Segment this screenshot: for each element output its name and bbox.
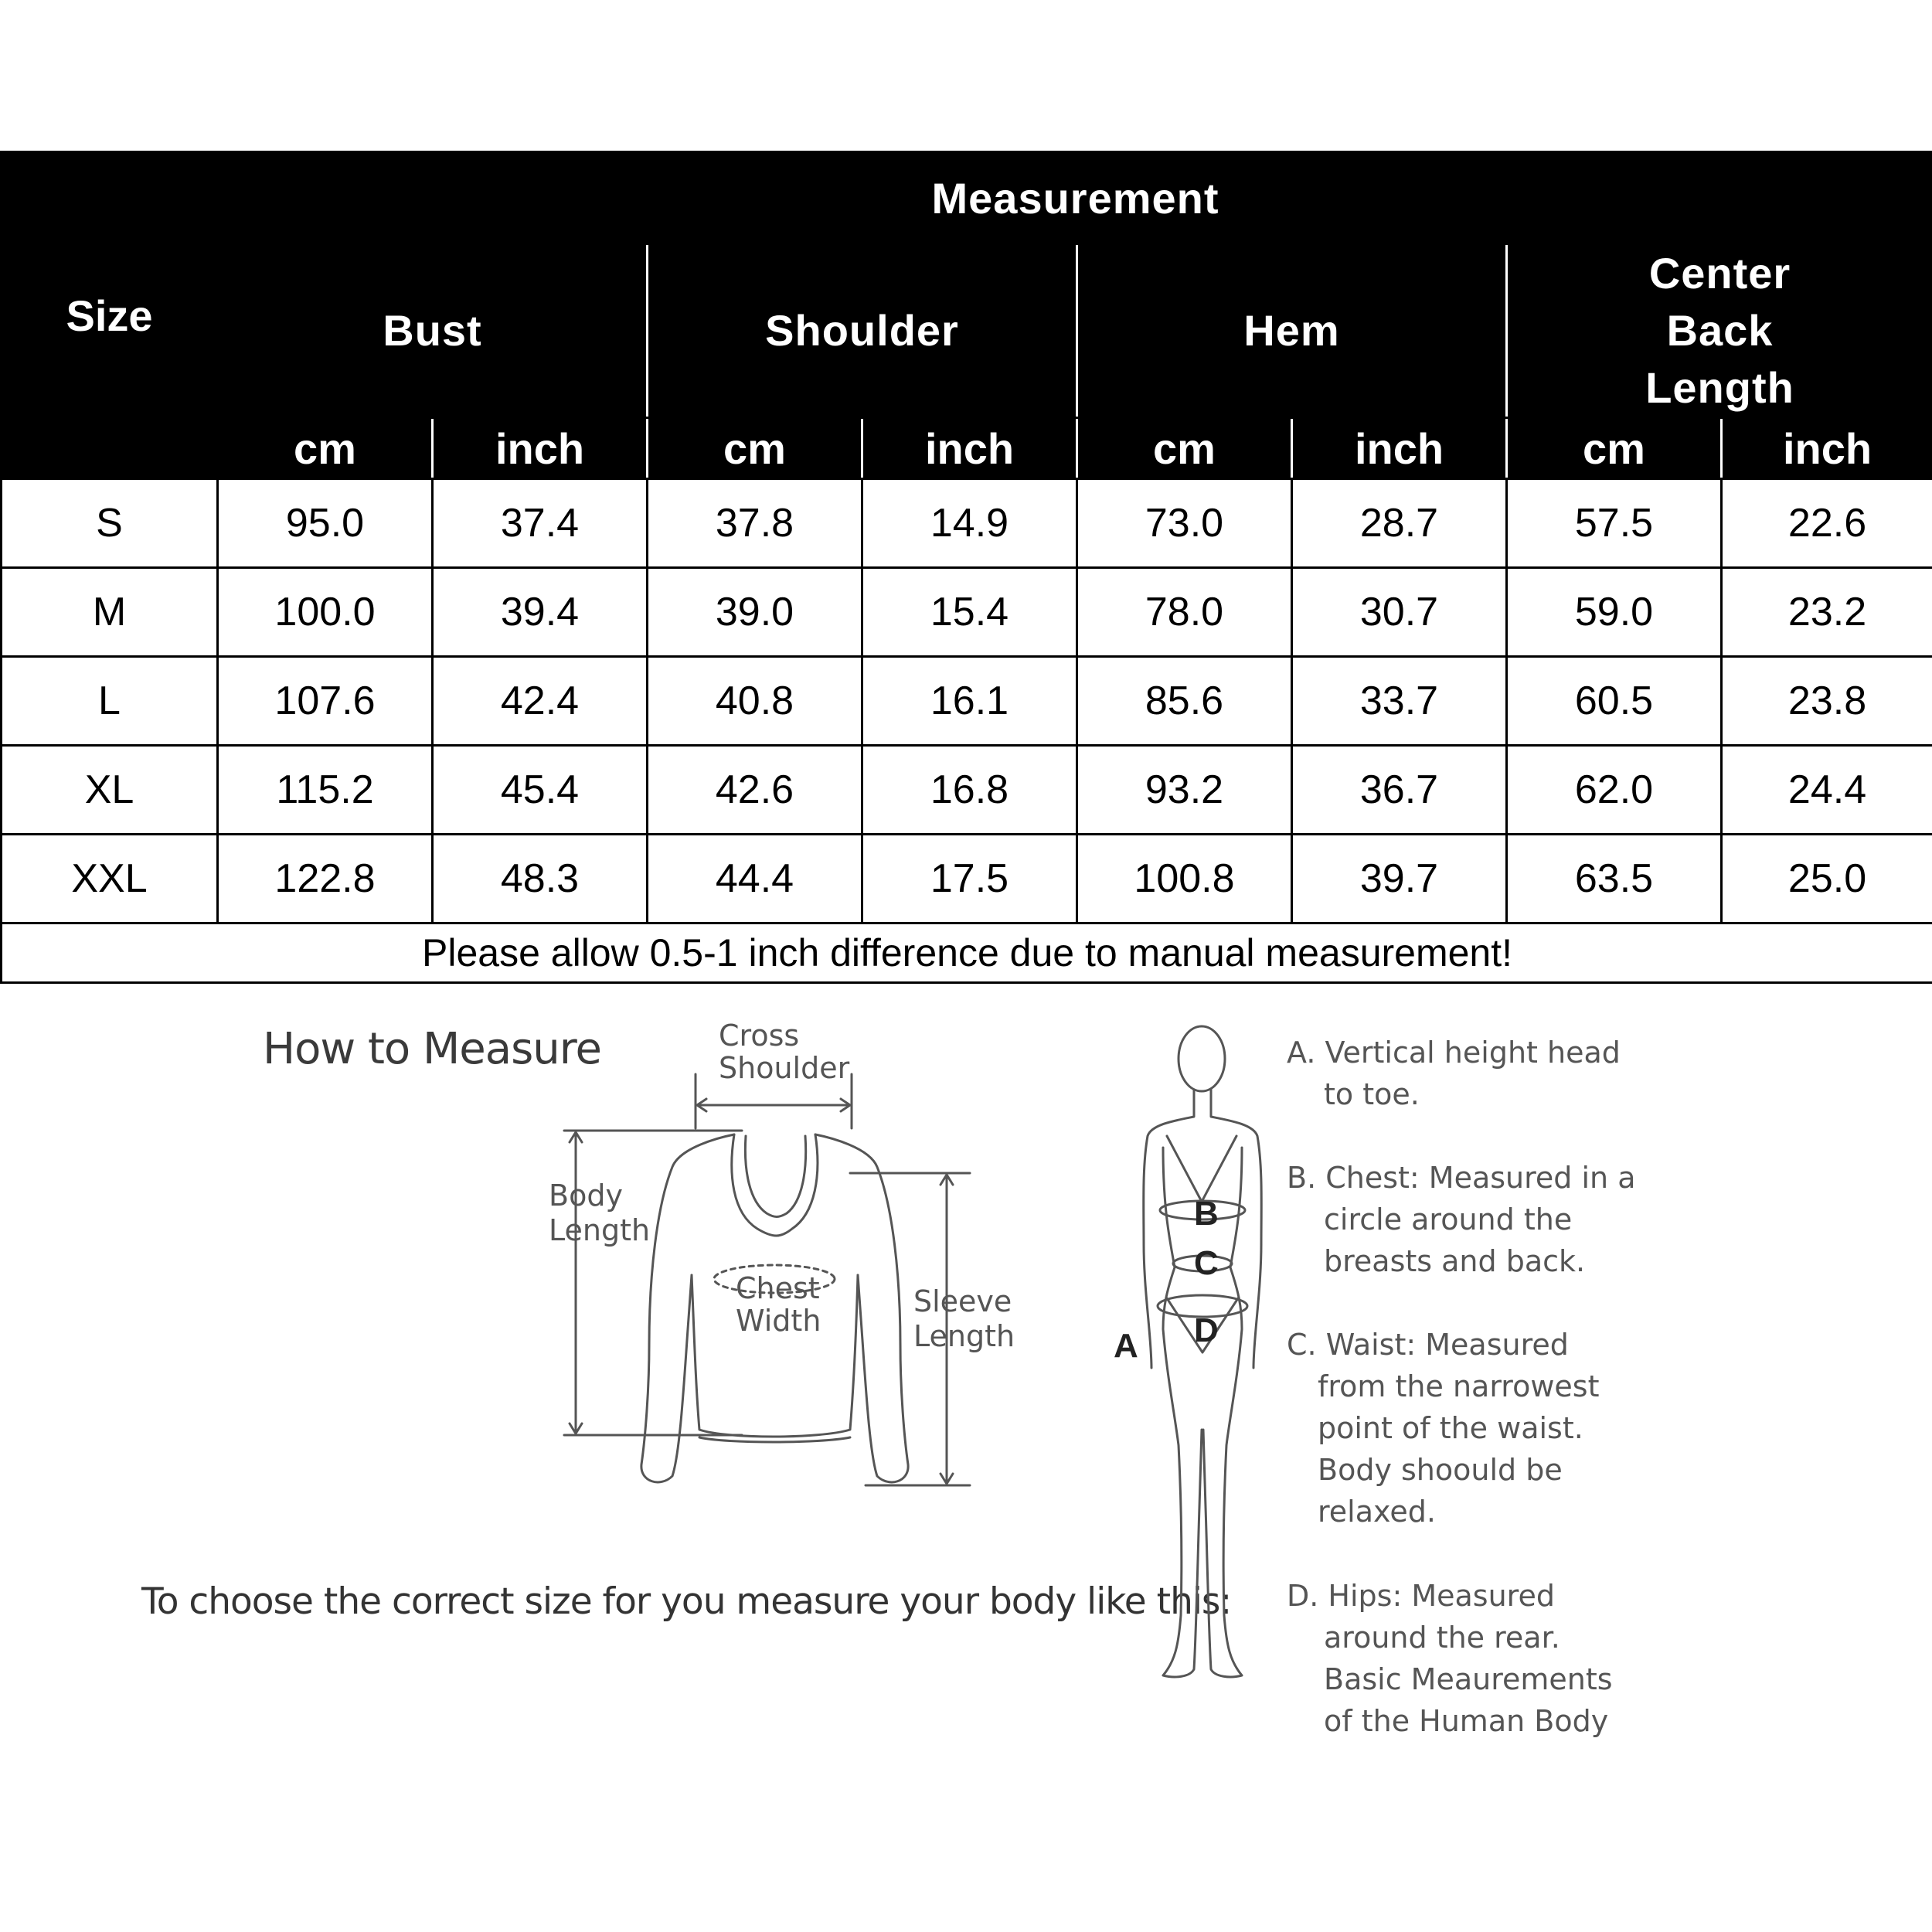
unit-header: inch [862,418,1077,479]
value-cell: 107.6 [218,657,433,746]
value-cell: 100.0 [218,568,433,657]
instruction-d [1287,1575,1613,1742]
size-header: Size [2,152,218,479]
value-cell: 37.8 [648,479,862,568]
value-cell: 73.0 [1077,479,1292,568]
value-cell: 48.3 [433,835,648,923]
table-row [2,746,1932,835]
body-letter-a: A [1114,1327,1138,1365]
measurement-note: Please allow 0.5-1 inch difference due to manual measurement! [2,923,1932,983]
sleeve-length-label-line2: Length [913,1319,1015,1353]
value-cell: 39.0 [648,568,862,657]
body-length-label-line1: Body [549,1179,623,1213]
value-cell: 28.7 [1292,479,1507,568]
value-cell: 85.6 [1077,657,1292,746]
bust-header: Bust [218,244,648,418]
instruction-line: Body shoould be [1318,1453,1563,1487]
value-cell: 115.2 [218,746,433,835]
instruction-line: of the Human Body [1324,1704,1609,1738]
instruction-line: relaxed. [1318,1495,1436,1529]
value-cell: 59.0 [1507,568,1722,657]
body-figure-diagram [1121,1012,1291,1708]
value-cell: 39.7 [1292,835,1507,923]
value-cell: 93.2 [1077,746,1292,835]
body-letter-c: C [1194,1244,1219,1282]
instruction-a [1287,1032,1621,1115]
shoulder-header: Shoulder [648,244,1077,418]
value-cell: 25.0 [1722,835,1932,923]
size-chart-table [0,151,1932,984]
value-cell: 37.4 [433,479,648,568]
cross-shoulder-label-line1: Cross [719,1019,800,1053]
size-cell: M [2,568,218,657]
value-cell: 23.8 [1722,657,1932,746]
unit-header: cm [648,418,862,479]
value-cell: 36.7 [1292,746,1507,835]
value-cell: 42.6 [648,746,862,835]
instruction-line: C. Waist: Measured [1287,1328,1569,1362]
instruction-line: circle around the [1324,1202,1573,1236]
value-cell: 62.0 [1507,746,1722,835]
value-cell: 122.8 [218,835,433,923]
cross-shoulder-label-line2: Shoulder [719,1051,850,1085]
value-cell: 60.5 [1507,657,1722,746]
table-row [2,657,1932,746]
sweater-diagram [526,1020,1020,1499]
size-cell: XXL [2,835,218,923]
table-row [2,568,1932,657]
chest-width-label-line1: Chest [736,1271,820,1305]
instruction-line: to toe. [1324,1077,1420,1111]
value-cell: 100.8 [1077,835,1292,923]
unit-header: cm [218,418,433,479]
unit-header: inch [1292,418,1507,479]
value-cell: 23.2 [1722,568,1932,657]
chest-width-label-line2: Width [736,1304,821,1338]
instruction-line: point of the waist. [1318,1411,1583,1445]
table-row [2,835,1932,923]
instruction-line: from the narrowest [1318,1369,1600,1403]
value-cell: 22.6 [1722,479,1932,568]
value-cell: 14.9 [862,479,1077,568]
value-cell: 57.5 [1507,479,1722,568]
instruction-b [1287,1157,1636,1282]
value-cell: 16.1 [862,657,1077,746]
instruction-line: breasts and back. [1324,1244,1586,1278]
hem-header: Hem [1077,244,1507,418]
instruction-line: A. Vertical height head [1287,1036,1621,1070]
value-cell: 42.4 [433,657,648,746]
choose-size-text: To choose the correct size for you measure your body like this: [141,1580,1232,1623]
instruction-line: B. Chest: Measured in a [1287,1161,1636,1195]
value-cell: 39.4 [433,568,648,657]
how-to-measure-title: How to Measure [263,1024,601,1074]
unit-header: cm [1507,418,1722,479]
measurement-header: Measurement [218,152,1932,244]
table-row [2,479,1932,568]
value-cell: 16.8 [862,746,1077,835]
value-cell: 33.7 [1292,657,1507,746]
center-back-length-header [1507,244,1932,418]
sleeve-length-label-line1: Sleeve [913,1284,1012,1318]
value-cell: 15.4 [862,568,1077,657]
instruction-line: around the rear. [1324,1621,1560,1655]
body-letter-b: B [1194,1195,1219,1233]
instruction-c [1287,1324,1599,1532]
value-cell: 40.8 [648,657,862,746]
body-length-label-line2: Length [549,1213,651,1247]
value-cell: 17.5 [862,835,1077,923]
value-cell: 44.4 [648,835,862,923]
value-cell: 45.4 [433,746,648,835]
center-back-length-label: Center Back Length [1645,249,1794,412]
value-cell: 24.4 [1722,746,1932,835]
size-cell: XL [2,746,218,835]
body-letter-d: D [1194,1311,1219,1349]
value-cell: 95.0 [218,479,433,568]
size-cell: S [2,479,218,568]
value-cell: 30.7 [1292,568,1507,657]
instruction-line: D. Hips: Measured [1287,1579,1555,1613]
size-cell: L [2,657,218,746]
unit-header: inch [433,418,648,479]
unit-header: cm [1077,418,1292,479]
instruction-line: Basic Meaurements [1324,1662,1613,1696]
value-cell: 78.0 [1077,568,1292,657]
unit-header: inch [1722,418,1932,479]
value-cell: 63.5 [1507,835,1722,923]
